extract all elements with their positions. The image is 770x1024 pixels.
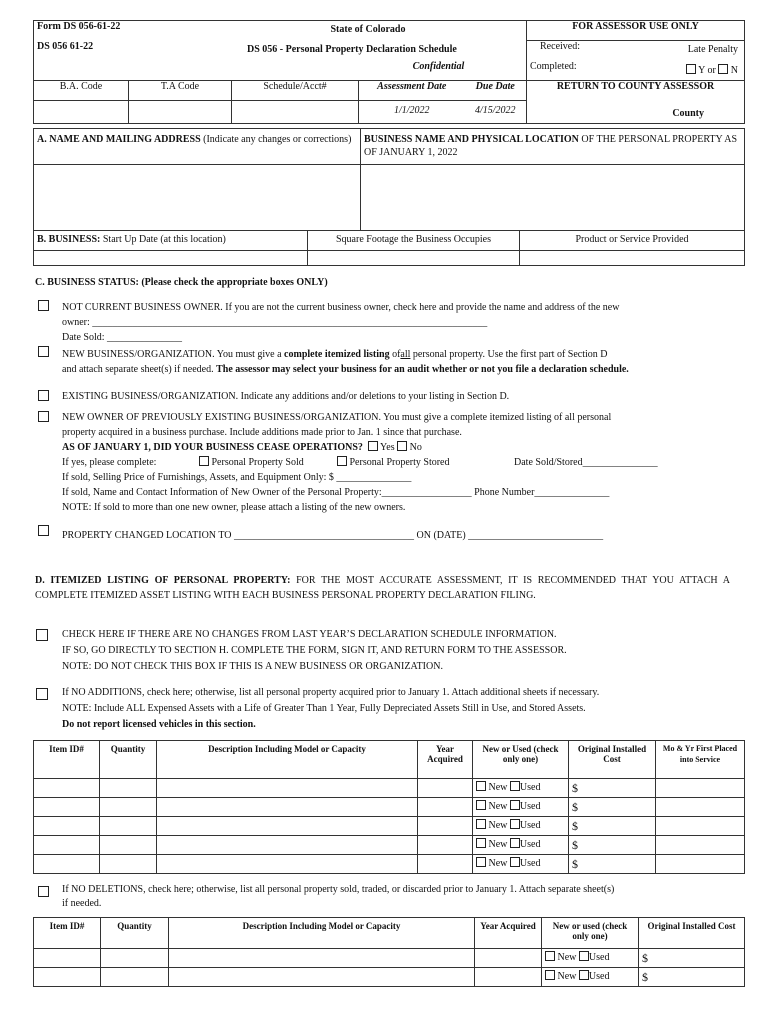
- county-label: County: [672, 108, 705, 119]
- quantity-cell[interactable]: [100, 798, 157, 817]
- y-or-label: Y or: [698, 64, 716, 76]
- ba-code-label: B.A. Code: [34, 81, 129, 101]
- header-table: [33, 20, 745, 124]
- section-d-title: D. ITEMIZED LISTING OF PERSONAL PROPERTY:: [35, 575, 291, 586]
- if-yes-label: If yes, please complete:: [62, 457, 157, 468]
- quantity-cell[interactable]: [100, 779, 157, 798]
- pp-sold-label: Personal Property Sold: [211, 457, 304, 468]
- item-id-cell[interactable]: [34, 779, 100, 798]
- existing-business-checkbox[interactable]: [38, 390, 49, 401]
- new-checkbox[interactable]: [476, 781, 486, 791]
- completed-label: Completed:: [530, 60, 577, 72]
- section-d-recommendation: FOR THE MOST ACCURATE ASSESSMENT, IT IS RECOMMENDED THAT YOU ATTACH A COMPLETE ITEMIZED ASSET LISTING WITH EACH BUSINESS PERSONAL PROPERTY DECLARATION FILING.: [35, 575, 730, 601]
- selling-price-field[interactable]: If sold, Selling Price of Furnishings, Assets, and Equipment Only: $ _______________: [62, 472, 412, 483]
- used-checkbox[interactable]: [510, 819, 520, 829]
- form-number-cell: [34, 21, 406, 41]
- year-acquired-cell[interactable]: [475, 968, 542, 987]
- year-acquired-cell[interactable]: [418, 779, 473, 798]
- note-sold-text: NOTE: If sold to more than one new owner, please attach a listing of the new owners.: [62, 502, 406, 513]
- cease-no-label: No: [409, 442, 422, 453]
- ta-code-label: T.A Code: [129, 81, 232, 101]
- section-b-table: [33, 230, 745, 266]
- changed-location-checkbox[interactable]: [38, 525, 49, 536]
- dollar-sign: $: [572, 819, 578, 833]
- original-cost-cell[interactable]: [569, 779, 656, 798]
- item-id-cell[interactable]: [34, 798, 100, 817]
- received-cell[interactable]: [527, 41, 745, 61]
- no-changes-note: NOTE: DO NOT CHECK THIS BOX IF THIS IS A NEW BUSINESS OR ORGANIZATION.: [62, 661, 443, 672]
- description-cell[interactable]: [157, 779, 418, 798]
- original-cost-cell[interactable]: [569, 836, 656, 855]
- first-placed-cell[interactable]: [656, 836, 745, 855]
- name-address-header: [34, 129, 361, 165]
- no-deletions-checkbox[interactable]: [38, 886, 49, 897]
- new-label: New: [557, 971, 577, 982]
- new-used-cell: [473, 855, 569, 874]
- description-cell[interactable]: [157, 855, 418, 874]
- new-label: New: [488, 782, 508, 793]
- table-row: [34, 836, 745, 855]
- no-additions-text: If NO ADDITIONS, check here; otherwise, list all personal property acquired prior to January 1. Attach additional sheets if necessary.: [62, 687, 600, 698]
- section-a-table: [33, 128, 745, 231]
- col-item-id: Item ID#: [34, 741, 100, 779]
- used-checkbox[interactable]: [510, 781, 520, 791]
- schedule-field[interactable]: [232, 101, 359, 124]
- due-date-value: 4/15/2022: [465, 101, 527, 124]
- new-owner-text-2: property acquired in a business purchase. Include additions made prior to Jan. 1 since that purchase.: [62, 427, 462, 438]
- table-row: [34, 855, 745, 874]
- first-placed-cell[interactable]: [656, 779, 745, 798]
- description-cell[interactable]: [157, 798, 418, 817]
- new-owner-line[interactable]: owner: _______________________________________________________________________________: [62, 317, 488, 328]
- del-col-original-cost: Original Installed Cost: [639, 918, 745, 949]
- year-acquired-cell[interactable]: [418, 836, 473, 855]
- assessor-use-label: FOR ASSESSOR USE ONLY: [527, 21, 745, 41]
- used-checkbox[interactable]: [510, 800, 520, 810]
- changed-location-field[interactable]: PROPERTY CHANGED LOCATION TO ____________________________________ ON (DATE) ___________________________: [62, 530, 604, 541]
- square-footage-field[interactable]: [308, 251, 520, 266]
- additions-body: [34, 779, 745, 874]
- received-label: Received:: [540, 41, 580, 52]
- col-original-cost: Original Installed Cost: [569, 741, 656, 779]
- pp-sold-checkbox[interactable]: [199, 456, 209, 466]
- start-date-field[interactable]: [34, 251, 308, 266]
- used-checkbox[interactable]: [510, 838, 520, 848]
- product-label: Product or Service Provided: [520, 231, 745, 251]
- no-deletions-text: If NO DELETIONS, check here; otherwise, list all personal property sold, traded, or discarded prior to January 1. Attach separate sheet(s): [62, 884, 615, 895]
- item-id-cell[interactable]: [34, 817, 100, 836]
- new-checkbox[interactable]: [476, 838, 486, 848]
- used-label: Used: [588, 971, 610, 982]
- form-number: Form DS 056-61-22: [37, 21, 121, 32]
- ta-code-field[interactable]: [129, 101, 232, 124]
- start-date-label: Start Up Date (at this location): [102, 234, 226, 245]
- cease-yes-checkbox[interactable]: [368, 441, 378, 451]
- del-col-quantity: Quantity: [101, 918, 169, 949]
- del-col-description: Description Including Model or Capacity: [169, 918, 475, 949]
- new-label: New: [557, 952, 577, 963]
- col-year-acquired: Year Acquired: [418, 741, 473, 779]
- col-new-used: New or Used (check only one): [473, 741, 569, 779]
- business-location-field[interactable]: [361, 165, 745, 231]
- new-checkbox[interactable]: [476, 819, 486, 829]
- year-acquired-cell[interactable]: [475, 949, 542, 968]
- no-checkbox[interactable]: [718, 64, 728, 74]
- table-row: [34, 779, 745, 798]
- deletions-header-row: [34, 918, 745, 949]
- pp-stored-checkbox[interactable]: [337, 456, 347, 466]
- used-checkbox[interactable]: [579, 970, 589, 980]
- business-location-note: OF THE PERSONAL PROPERTY AS OF JANUARY 1, 2022: [364, 134, 738, 158]
- dollar-sign: $: [572, 800, 578, 814]
- original-cost-cell[interactable]: [639, 968, 745, 987]
- del-col-new-used: New or used (check only one): [542, 918, 639, 949]
- deletions-body: [34, 949, 745, 987]
- not-current-owner-checkbox[interactable]: [38, 300, 49, 311]
- schedule-label: Schedule/Acct#: [232, 81, 359, 101]
- new-label: New: [488, 801, 508, 812]
- section-c-title: C. BUSINESS STATUS: (Please check the appropriate boxes ONLY): [35, 277, 328, 288]
- description-cell[interactable]: [157, 836, 418, 855]
- item-id-cell[interactable]: [34, 836, 100, 855]
- new-checkbox[interactable]: [476, 800, 486, 810]
- quantity-cell[interactable]: [100, 855, 157, 874]
- state-label: State of Colorado: [330, 23, 406, 35]
- first-placed-cell[interactable]: [656, 798, 745, 817]
- confidential-label: Confidential: [412, 60, 465, 72]
- table-row: [34, 968, 745, 987]
- additions-table: [33, 740, 745, 874]
- new-label: New: [488, 858, 508, 869]
- section-b-title: B. BUSINESS:: [37, 234, 101, 245]
- new-owner-contact-field[interactable]: If sold, Name and Contact Information of New Owner of the Personal Property:__________________ Phone Number_______________: [62, 487, 610, 498]
- dollar-sign: $: [642, 951, 648, 965]
- section-a-title: A. NAME AND MAILING ADDRESS: [37, 134, 201, 145]
- deletions-table: [33, 917, 745, 987]
- used-label: Used: [519, 820, 541, 831]
- year-acquired-cell[interactable]: [418, 817, 473, 836]
- no-deletions-text-2: if needed.: [62, 898, 102, 909]
- return-to-label: RETURN TO COUNTY ASSESSOR: [556, 81, 715, 92]
- first-placed-cell[interactable]: [656, 817, 745, 836]
- new-business-text: NEW BUSINESS/ORGANIZATION. You must give a complete itemized listing ofall personal property. Use the first part of Section D and attach separate sheet(s) if needed. The assessor may select your business for an audit whether or not you file a declaration schedule.: [62, 349, 629, 375]
- additions-header-row: [34, 741, 745, 779]
- col-quantity: Quantity: [100, 741, 157, 779]
- table-row: [34, 949, 745, 968]
- year-acquired-cell[interactable]: [418, 855, 473, 874]
- section-a-note: (Indicate any changes or corrections): [203, 134, 352, 145]
- table-row: [34, 817, 745, 836]
- original-cost-cell[interactable]: [569, 855, 656, 874]
- new-used-cell: [473, 798, 569, 817]
- description-cell[interactable]: [157, 817, 418, 836]
- used-checkbox[interactable]: [579, 951, 589, 961]
- used-checkbox[interactable]: [510, 857, 520, 867]
- no-additions-checkbox[interactable]: [36, 688, 48, 700]
- completed-cell[interactable]: [527, 61, 745, 81]
- no-additions-note: NOTE: Include ALL Expensed Assets with a Life of Greater Than 1 Year, Fully Depreciated Assets Still in Use, and Stored Assets.: [62, 703, 586, 714]
- used-label: Used: [519, 839, 541, 850]
- new-business-checkbox[interactable]: [38, 346, 49, 357]
- cease-yes-label: Yes: [380, 442, 395, 453]
- dollar-sign: $: [572, 838, 578, 852]
- no-changes-checkbox[interactable]: [36, 629, 48, 641]
- first-placed-cell[interactable]: [656, 855, 745, 874]
- dollar-sign: $: [642, 970, 648, 984]
- name-address-field[interactable]: [34, 165, 361, 231]
- description-cell[interactable]: [169, 949, 475, 968]
- existing-business-text: EXISTING BUSINESS/ORGANIZATION. Indicate any additions and/or deletions to your listing in Section D.: [62, 391, 510, 402]
- new-used-cell: [473, 836, 569, 855]
- new-label: New: [488, 820, 508, 831]
- year-acquired-cell[interactable]: [418, 798, 473, 817]
- new-checkbox[interactable]: [476, 857, 486, 867]
- table-row: [34, 798, 745, 817]
- due-date-label: Due Date: [465, 81, 527, 101]
- no-changes-text: CHECK HERE IF THERE ARE NO CHANGES FROM LAST YEAR’S DECLARATION SCHEDULE INFORMATION.: [62, 629, 557, 640]
- late-penalty-label: Late Penalty: [687, 44, 739, 55]
- cease-question: AS OF JANUARY 1, DID YOUR BUSINESS CEASE OPERATIONS?: [62, 442, 363, 453]
- original-cost-cell[interactable]: [569, 817, 656, 836]
- form-title: DS 056 - Personal Property Declaration Schedule: [247, 43, 457, 55]
- yes-checkbox[interactable]: [686, 64, 696, 74]
- quantity-cell[interactable]: [100, 817, 157, 836]
- no-vehicles-note: Do not report licensed vehicles in this section.: [62, 719, 256, 730]
- item-id-cell[interactable]: [34, 949, 101, 968]
- date-sold-stored-field[interactable]: Date Sold/Stored_______________: [514, 457, 658, 468]
- del-col-year-acquired: Year Acquired: [475, 918, 542, 949]
- new-label: New: [488, 839, 508, 850]
- description-cell[interactable]: [169, 968, 475, 987]
- original-cost-cell[interactable]: [569, 798, 656, 817]
- used-label: Used: [519, 782, 541, 793]
- quantity-cell[interactable]: [100, 836, 157, 855]
- not-current-owner-text: NOT CURRENT BUSINESS OWNER. If you are not the current business owner, check here and provide the name and address of the new: [62, 302, 620, 313]
- item-id-cell[interactable]: [34, 855, 100, 874]
- new-used-cell: [473, 817, 569, 836]
- dollar-sign: $: [572, 857, 578, 871]
- new-used-cell: [542, 949, 639, 968]
- new-used-cell: [473, 779, 569, 798]
- business-location-title: BUSINESS NAME AND PHYSICAL LOCATION: [364, 134, 579, 145]
- item-id-cell[interactable]: [34, 968, 101, 987]
- start-date-header: [34, 231, 308, 251]
- pp-stored-label: Personal Property Stored: [349, 457, 450, 468]
- dollar-sign: $: [572, 781, 578, 795]
- col-first-placed: Mo & Yr First Placed into Service: [656, 741, 745, 779]
- del-col-item-id: Item ID#: [34, 918, 101, 949]
- new-checkbox[interactable]: [545, 970, 555, 980]
- col-description: Description Including Model or Capacity: [157, 741, 418, 779]
- new-used-cell: [542, 968, 639, 987]
- assessment-date-value: 1/1/2022: [359, 101, 465, 124]
- assessment-date-label: Assessment Date: [359, 81, 465, 101]
- used-label: Used: [519, 801, 541, 812]
- section-d-header: [35, 573, 730, 603]
- date-sold-line[interactable]: Date Sold: _______________: [62, 332, 182, 343]
- ba-code-field[interactable]: [34, 101, 129, 124]
- square-footage-label: Square Footage the Business Occupies: [308, 231, 520, 251]
- business-location-header: [361, 129, 745, 165]
- n-label: N: [730, 64, 739, 76]
- no-changes-text-2: IF SO, GO DIRECTLY TO SECTION H. COMPLETE THE FORM, SIGN IT, AND RETURN FORM TO THE ASSESSOR.: [62, 645, 567, 656]
- cease-no-checkbox[interactable]: [397, 441, 407, 451]
- new-owner-text: NEW OWNER OF PREVIOUSLY EXISTING BUSINESS/ORGANIZATION. You must give a complete itemized listing of all personal: [62, 412, 612, 423]
- original-cost-cell[interactable]: [639, 949, 745, 968]
- new-checkbox[interactable]: [545, 951, 555, 961]
- product-field[interactable]: [520, 251, 745, 266]
- used-label: Used: [519, 858, 541, 869]
- form-code: DS 056 61-22: [37, 40, 94, 52]
- new-owner-checkbox[interactable]: [38, 411, 49, 422]
- quantity-cell[interactable]: [101, 968, 169, 987]
- quantity-cell[interactable]: [101, 949, 169, 968]
- used-label: Used: [588, 952, 610, 963]
- return-to-cell: [527, 81, 745, 124]
